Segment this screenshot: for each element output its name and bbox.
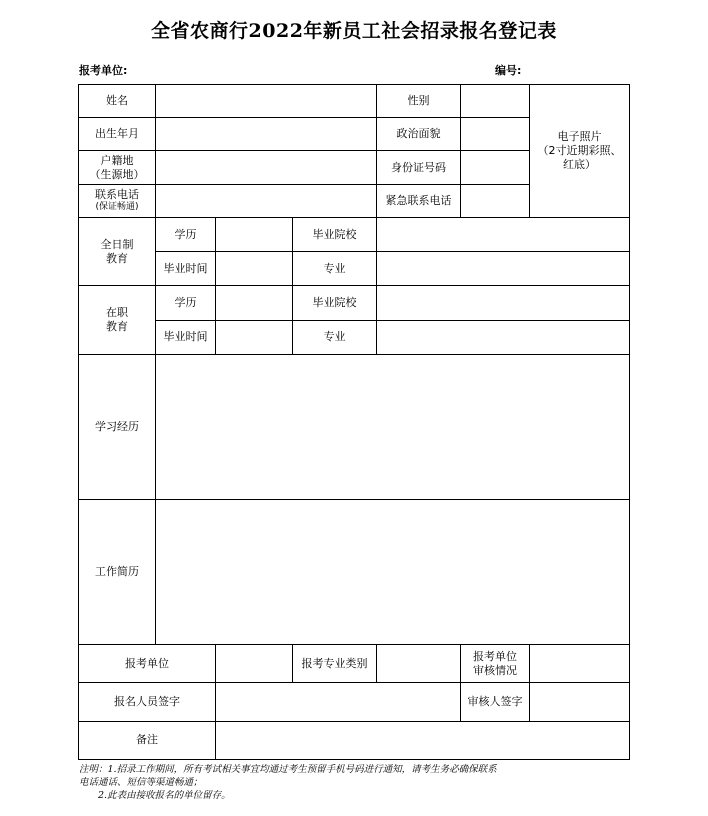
- gender-field[interactable]: [461, 85, 530, 118]
- hukou-sub-label: （生源地）: [89, 167, 145, 181]
- fulltime-school-field[interactable]: [377, 217, 630, 251]
- apply-unit-field[interactable]: [216, 645, 293, 683]
- row-signatures: [79, 683, 630, 721]
- photo-requirement-1: （2寸近期彩照、: [537, 143, 622, 157]
- fulltime-edu-label-cell: [79, 217, 156, 286]
- note-1: 注明：1.招录工作期间，所有考试相关事宜均通过考生预留手机号码进行通知，请考生务必确保联系: [79, 764, 497, 775]
- note-1-continued: 电话通话、短信等渠道畅通；: [79, 777, 203, 788]
- hukou-field[interactable]: [156, 151, 377, 184]
- inservice-school-label: 毕业院校: [293, 286, 377, 320]
- inservice-degree-label: 学历: [156, 286, 216, 320]
- name-label: 姓名: [79, 85, 156, 118]
- row-fulltime-2: [79, 252, 630, 286]
- phone-sub-label: (保证畅通): [95, 202, 139, 213]
- row-apply-unit: [79, 645, 630, 683]
- row-remarks: [79, 721, 630, 759]
- form-notes: [79, 763, 639, 802]
- gender-label: 性别: [377, 85, 461, 118]
- note-2: 2.此表由接收报名的单位留存。: [98, 790, 231, 801]
- id-number-label: 身份证号码: [377, 151, 461, 184]
- review-status-label: 报考单位: [473, 649, 518, 663]
- fulltime-school-label: 毕业院校: [293, 217, 377, 251]
- phone-field[interactable]: [156, 184, 377, 217]
- photo-box[interactable]: [530, 85, 630, 218]
- work-history-label: 工作简历: [79, 500, 156, 645]
- remarks-label: 备注: [79, 721, 216, 759]
- photo-requirement-2: 红底）: [563, 157, 597, 171]
- row-inservice-1: [79, 286, 630, 320]
- remarks-field[interactable]: [216, 721, 630, 759]
- phone-label-cell: [79, 184, 156, 217]
- inservice-grad-time-label: 毕业时间: [156, 320, 216, 354]
- fulltime-degree-label: 学历: [156, 217, 216, 251]
- birth-label: 出生年月: [79, 118, 156, 151]
- applicant-sign-label: 报名人员签字: [79, 683, 216, 721]
- applicant-sign-field[interactable]: [216, 683, 461, 721]
- reviewer-sign-field[interactable]: [530, 683, 630, 721]
- id-number-field[interactable]: [461, 151, 530, 184]
- study-history-field[interactable]: [156, 354, 630, 499]
- hukou-label-cell: [79, 151, 156, 184]
- review-status-label-cell: [461, 645, 530, 683]
- row-fulltime-1: [79, 217, 630, 251]
- name-field[interactable]: [156, 85, 377, 118]
- row-study-history: [79, 354, 630, 499]
- form-title: 全省农商行2022年新员工社会招录报名登记表: [151, 20, 557, 42]
- inservice-school-field[interactable]: [377, 286, 630, 320]
- fulltime-grad-time-field[interactable]: [216, 252, 293, 286]
- inservice-edu-label: 在职: [106, 306, 128, 320]
- row-work-history: [79, 500, 630, 645]
- political-field[interactable]: [461, 118, 530, 151]
- reviewer-sign-label: 审核人签字: [461, 683, 530, 721]
- political-label: 政治面貌: [377, 118, 461, 151]
- inservice-grad-time-field[interactable]: [216, 320, 293, 354]
- review-status-label-2: 审核情况: [473, 663, 518, 677]
- birth-field[interactable]: [156, 118, 377, 151]
- apply-major-category-label: 报考专业类别: [293, 645, 377, 683]
- fulltime-major-label: 专业: [293, 252, 377, 286]
- apply-major-category-field[interactable]: [377, 645, 461, 683]
- review-status-field[interactable]: [530, 645, 630, 683]
- inservice-degree-field[interactable]: [216, 286, 293, 320]
- fulltime-edu-label-2: 教育: [106, 251, 128, 265]
- fulltime-grad-time-label: 毕业时间: [156, 252, 216, 286]
- phone-label: 联系电话: [95, 188, 139, 202]
- row-name: [79, 85, 630, 118]
- fulltime-degree-field[interactable]: [216, 217, 293, 251]
- photo-label: 电子照片: [557, 129, 602, 143]
- study-history-label: 学习经历: [79, 354, 156, 499]
- apply-unit-header-label: 报考单位:: [79, 64, 128, 77]
- hukou-label: 户籍地: [100, 153, 134, 167]
- apply-unit-label: 报考单位: [79, 645, 216, 683]
- emergency-phone-label: 紧急联系电话: [377, 184, 461, 217]
- work-history-field[interactable]: [156, 500, 630, 645]
- fulltime-edu-label: 全日制: [100, 237, 134, 251]
- row-inservice-2: [79, 320, 630, 354]
- serial-number-label: 编号:: [495, 64, 522, 77]
- inservice-edu-label-2: 教育: [106, 320, 128, 334]
- emergency-phone-field[interactable]: [461, 184, 530, 217]
- registration-table: [78, 84, 630, 760]
- inservice-edu-label-cell: [79, 286, 156, 355]
- inservice-major-label: 专业: [293, 320, 377, 354]
- fulltime-major-field[interactable]: [377, 252, 630, 286]
- inservice-major-field[interactable]: [377, 320, 630, 354]
